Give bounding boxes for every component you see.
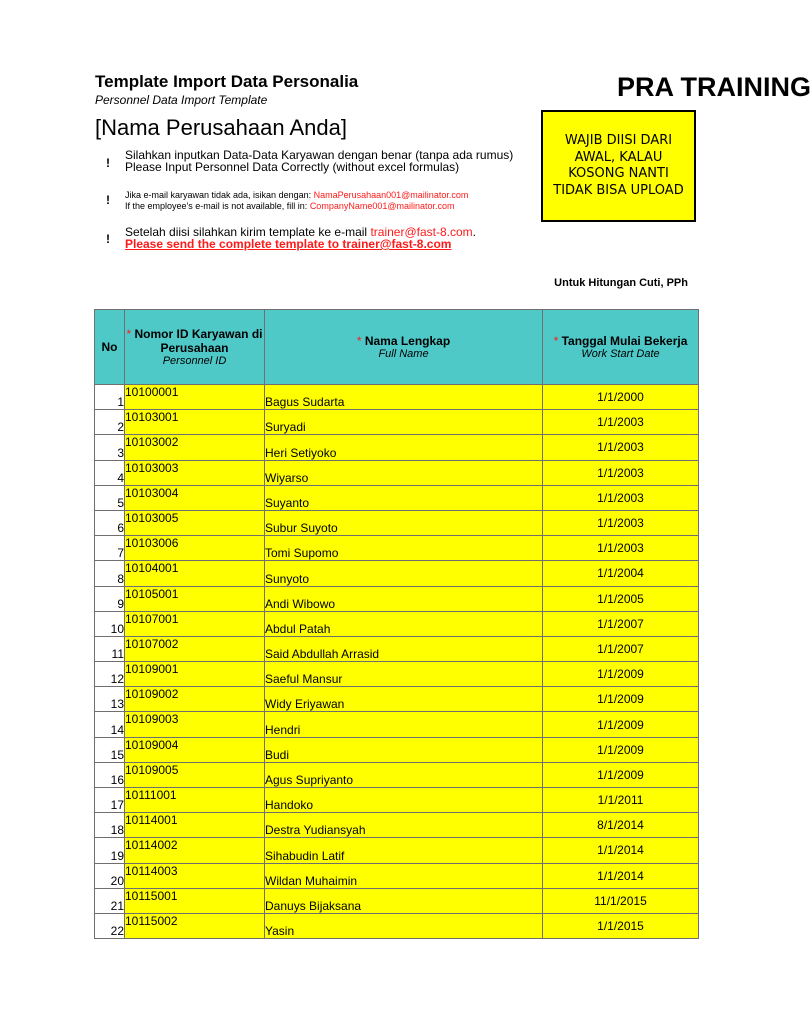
row-number-cell: 18 — [95, 813, 125, 838]
page-subtitle: Personnel Data Import Template — [95, 93, 268, 107]
table-row — [95, 460, 699, 485]
warning-line: KOSONG NANTI — [568, 166, 669, 181]
exclamation-icon: ! — [106, 193, 110, 207]
row-number-cell: 9 — [95, 586, 125, 611]
mandatory-warning-box — [541, 110, 696, 222]
warning-line: TIDAK BISA UPLOAD — [553, 182, 684, 198]
start-date-cell[interactable]: 1/1/2003 — [543, 536, 699, 561]
page-title: Template Import Data Personalia — [95, 72, 359, 91]
start-date-cell[interactable]: 1/1/2000 — [543, 385, 699, 410]
row-number-cell: 12 — [95, 662, 125, 687]
table-row — [95, 913, 699, 938]
note-text-en: If the employee's e-mail is not available, fill in: CompanyName001@mailinator.com — [125, 201, 455, 211]
start-date-cell[interactable]: 1/1/2003 — [543, 510, 699, 535]
personnel-id-cell[interactable]: 10103004 — [125, 485, 265, 510]
full-name-cell[interactable]: Agus Supriyanto — [265, 762, 543, 787]
required-mark: * — [356, 334, 362, 348]
full-name-cell[interactable]: Danuys Bijaksana — [265, 888, 543, 913]
start-date-cell[interactable]: 1/1/2009 — [543, 662, 699, 687]
full-name-cell[interactable]: Budi — [265, 737, 543, 762]
full-name-cell[interactable]: Subur Suyoto — [265, 510, 543, 535]
table-row — [95, 712, 699, 737]
table-row — [95, 888, 699, 913]
full-name-cell[interactable]: Wildan Muhaimin — [265, 863, 543, 888]
start-date-cell[interactable]: 1/1/2003 — [543, 435, 699, 460]
full-name-cell[interactable]: Destra Yudiansyah — [265, 813, 543, 838]
leave-tax-label: Untuk Hitungan Cuti, PPh — [554, 277, 688, 289]
personnel-id-cell[interactable]: 10109003 — [125, 712, 265, 737]
personnel-id-cell[interactable]: 10100001 — [125, 385, 265, 410]
personnel-id-cell[interactable]: 10103006 — [125, 536, 265, 561]
start-date-cell[interactable]: 1/1/2015 — [543, 913, 699, 938]
required-mark: * — [126, 327, 132, 341]
fallback-email-id: NamaPerusahaan001@mailinator.com — [313, 190, 469, 200]
full-name-cell[interactable]: Andi Wibowo — [265, 586, 543, 611]
row-number-cell: 5 — [95, 485, 125, 510]
start-date-cell[interactable]: 1/1/2003 — [543, 485, 699, 510]
full-name-cell[interactable]: Suyanto — [265, 485, 543, 510]
column-header-full-name: * Nama Lengkap Full Name — [265, 310, 543, 385]
personnel-id-cell[interactable]: 10114002 — [125, 838, 265, 863]
start-date-cell[interactable]: 1/1/2009 — [543, 687, 699, 712]
start-date-cell[interactable]: 1/1/2007 — [543, 611, 699, 636]
personnel-id-cell[interactable]: 10104001 — [125, 561, 265, 586]
personnel-id-cell[interactable]: 10115001 — [125, 888, 265, 913]
personnel-id-cell[interactable]: 10107002 — [125, 636, 265, 661]
row-number-cell: 14 — [95, 712, 125, 737]
column-header-personnel-id: * Nomor ID Karyawan di Perusahaan Personnel ID — [125, 310, 265, 385]
table-row — [95, 510, 699, 535]
table-row — [95, 536, 699, 561]
exclamation-icon: ! — [106, 232, 110, 246]
fallback-email-en: CompanyName001@mailinator.com — [309, 201, 455, 211]
row-number-cell: 6 — [95, 510, 125, 535]
start-date-cell[interactable]: 11/1/2015 — [543, 888, 699, 913]
start-date-cell[interactable]: 1/1/2003 — [543, 410, 699, 435]
full-name-cell[interactable]: Bagus Sudarta — [265, 385, 543, 410]
table-row — [95, 813, 699, 838]
warning-line: WAJIB DIISI DARI — [564, 133, 673, 148]
note-text-en[interactable]: Please send the complete template to trainer@fast-8.com — [125, 237, 452, 251]
start-date-cell[interactable]: 1/1/2009 — [543, 737, 699, 762]
start-date-cell[interactable]: 1/1/2009 — [543, 712, 699, 737]
note-text-id: Silahkan inputkan Data-Data Karyawan dengan benar (tanpa ada rumus) — [125, 148, 514, 162]
full-name-cell[interactable]: Sihabudin Latif — [265, 838, 543, 863]
start-date-cell[interactable]: 8/1/2014 — [543, 813, 699, 838]
row-number-cell: 2 — [95, 410, 125, 435]
note-text-id: Setelah diisi silahkan kirim template ke e-mail trainer@fast-8.com. — [125, 225, 476, 239]
full-name-cell[interactable]: Abdul Patah — [265, 611, 543, 636]
personnel-table — [94, 309, 699, 939]
personnel-id-cell[interactable]: 10103005 — [125, 510, 265, 535]
personnel-id-cell[interactable]: 10103002 — [125, 435, 265, 460]
table-row — [95, 435, 699, 460]
table-header-row — [95, 310, 699, 385]
column-header-no: No — [95, 310, 125, 385]
table-row — [95, 762, 699, 787]
personnel-id-cell[interactable]: 10111001 — [125, 788, 265, 813]
table-row — [95, 788, 699, 813]
row-number-cell: 8 — [95, 561, 125, 586]
table-row — [95, 838, 699, 863]
company-name-placeholder: [Nama Perusahaan Anda] — [95, 115, 347, 140]
personnel-id-cell[interactable]: 10109002 — [125, 687, 265, 712]
row-number-cell: 20 — [95, 863, 125, 888]
personnel-id-cell[interactable]: 10109005 — [125, 762, 265, 787]
full-name-cell[interactable]: Handoko — [265, 788, 543, 813]
row-number-cell: 17 — [95, 788, 125, 813]
row-number-cell: 13 — [95, 687, 125, 712]
full-name-cell[interactable]: Heri Setiyoko — [265, 435, 543, 460]
row-number-cell: 22 — [95, 913, 125, 938]
personnel-id-cell[interactable]: 10114001 — [125, 813, 265, 838]
row-number-cell: 16 — [95, 762, 125, 787]
trainer-email-link[interactable]: trainer@fast-8.com — [370, 225, 473, 239]
row-number-cell: 19 — [95, 838, 125, 863]
note-text-en: Please Input Personnel Data Correctly (without excel formulas) — [125, 160, 460, 174]
table-row — [95, 611, 699, 636]
table-row — [95, 662, 699, 687]
table-row — [95, 737, 699, 762]
full-name-cell[interactable]: Yasin — [265, 913, 543, 938]
warning-line: AWAL, KALAU — [574, 149, 663, 165]
full-name-cell[interactable]: Wiyarso — [265, 460, 543, 485]
full-name-cell[interactable]: Hendri — [265, 712, 543, 737]
start-date-cell[interactable]: 1/1/2009 — [543, 762, 699, 787]
table-row — [95, 561, 699, 586]
start-date-cell[interactable]: 1/1/2007 — [543, 636, 699, 661]
table-row — [95, 687, 699, 712]
full-name-cell[interactable]: Widy Eriyawan — [265, 687, 543, 712]
personnel-id-cell[interactable]: 10103001 — [125, 410, 265, 435]
required-mark: * — [553, 334, 559, 348]
exclamation-icon: ! — [106, 156, 110, 170]
start-date-cell[interactable]: 1/1/2014 — [543, 838, 699, 863]
row-number-cell: 3 — [95, 435, 125, 460]
start-date-cell[interactable]: 1/1/2003 — [543, 460, 699, 485]
column-header-start-date: * Tanggal Mulai Bekerja Work Start Date — [543, 310, 699, 385]
note-email-fallback — [125, 190, 468, 212]
note-no-formulas — [125, 149, 513, 173]
table-row — [95, 410, 699, 435]
pra-training-title: PRA TRAINING — [617, 72, 811, 102]
start-date-cell[interactable]: 1/1/2005 — [543, 586, 699, 611]
table-row — [95, 485, 699, 510]
full-name-cell[interactable]: Said Abdullah Arrasid — [265, 636, 543, 661]
row-number-cell: 4 — [95, 460, 125, 485]
full-name-cell[interactable]: Suryadi — [265, 410, 543, 435]
row-number-cell: 21 — [95, 888, 125, 913]
row-number-cell: 11 — [95, 636, 125, 661]
start-date-cell[interactable]: 1/1/2004 — [543, 561, 699, 586]
personnel-id-cell[interactable]: 10114003 — [125, 863, 265, 888]
table-row — [95, 636, 699, 661]
row-number-cell: 15 — [95, 737, 125, 762]
personnel-id-cell[interactable]: 10103003 — [125, 460, 265, 485]
personnel-id-cell[interactable]: 10107001 — [125, 611, 265, 636]
table-row — [95, 863, 699, 888]
personnel-id-cell[interactable]: 10109004 — [125, 737, 265, 762]
personnel-id-cell[interactable]: 10109001 — [125, 662, 265, 687]
full-name-cell[interactable]: Sunyoto — [265, 561, 543, 586]
personnel-id-cell[interactable]: 10115002 — [125, 913, 265, 938]
start-date-cell[interactable]: 1/1/2011 — [543, 788, 699, 813]
full-name-cell[interactable]: Tomi Supomo — [265, 536, 543, 561]
table-row — [95, 586, 699, 611]
note-text-id: Jika e-mail karyawan tidak ada, isikan dengan: NamaPerusahaan001@mailinator.com — [125, 190, 469, 200]
table-row — [95, 385, 699, 410]
row-number-cell: 1 — [95, 385, 125, 410]
start-date-cell[interactable]: 1/1/2014 — [543, 863, 699, 888]
note-send-template — [125, 226, 476, 250]
row-number-cell: 7 — [95, 536, 125, 561]
row-number-cell: 10 — [95, 611, 125, 636]
personnel-id-cell[interactable]: 10105001 — [125, 586, 265, 611]
full-name-cell[interactable]: Saeful Mansur — [265, 662, 543, 687]
